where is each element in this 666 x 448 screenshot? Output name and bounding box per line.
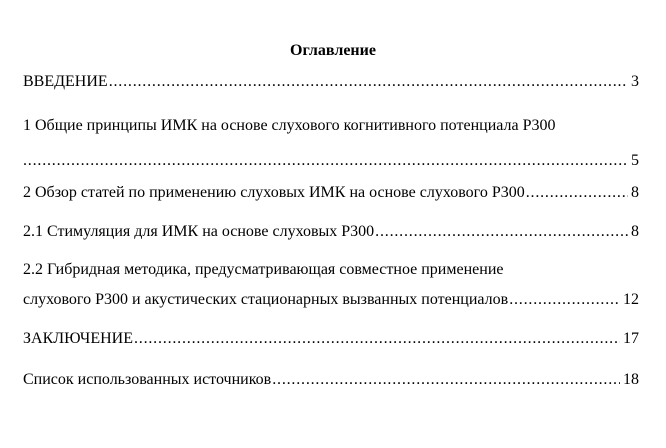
toc-page-number: 3 — [631, 73, 639, 90]
dot-leader — [509, 290, 620, 310]
toc-page-number: 18 — [623, 371, 639, 388]
toc-entry-conclusion[interactable] — [23, 329, 639, 349]
dot-leader — [272, 370, 620, 390]
toc-entry-section-2-1[interactable] — [23, 222, 639, 242]
toc-entry-text-line-2: слухового Р300 и акустических стационарных вызванных потенциалов — [23, 291, 509, 308]
toc-entry-text: 1 Общие принципы ИМК на основе слухового когнитивного потенциала Р300 — [23, 117, 556, 134]
dot-leader — [375, 222, 628, 242]
toc-entry-references[interactable] — [23, 370, 639, 390]
toc-title: Оглавление — [290, 42, 376, 59]
toc-entry-text: ЗАКЛЮЧЕНИЕ — [23, 330, 133, 347]
toc-page-number: 17 — [623, 330, 639, 347]
toc-entry-text: ВВЕДЕНИЕ — [23, 73, 108, 90]
toc-page-number: 12 — [623, 291, 639, 308]
dot-leader — [109, 72, 628, 92]
toc-page-number: 5 — [631, 152, 639, 169]
toc-entry-text: Список использованных источников — [23, 371, 272, 388]
toc-entry-text: 2 Обзор статей по применению слуховых ИМК на основе слухового Р300 — [23, 184, 525, 201]
toc-entry-text-line-1: 2.2 Гибридная методика, предусматривающая совместное применение — [23, 261, 504, 278]
dot-leader — [526, 183, 628, 203]
toc-page-number: 8 — [631, 184, 639, 201]
toc-entry-section-2-2[interactable] — [23, 260, 639, 310]
toc-entry-introduction[interactable] — [23, 72, 639, 92]
toc-entry-section-2[interactable] — [23, 183, 639, 203]
dot-leader — [23, 151, 628, 171]
toc-page-number: 8 — [631, 223, 639, 240]
toc-entry-section-1[interactable] — [23, 116, 639, 171]
toc-entry-text: 2.1 Стимуляция для ИМК на основе слуховых Р300 — [23, 223, 375, 240]
dot-leader — [134, 329, 620, 349]
